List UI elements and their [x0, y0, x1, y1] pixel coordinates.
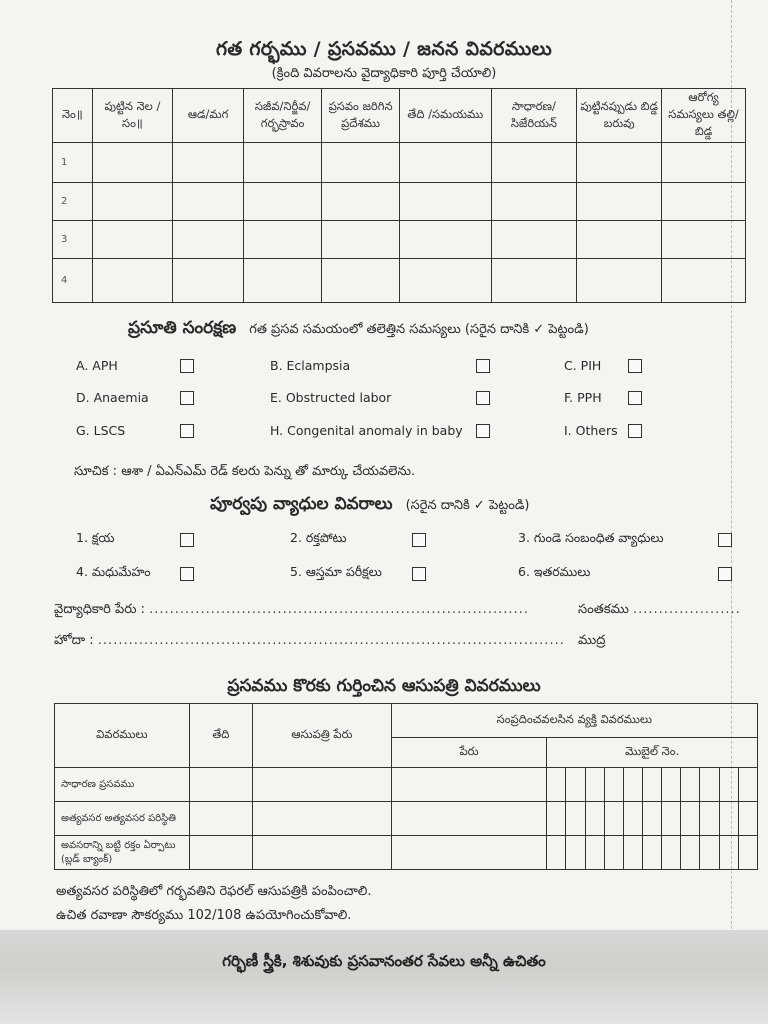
checkbox-anaemia[interactable]	[76, 390, 194, 405]
header-cell: పుట్టినప్పుడు బిడ్డ బరువు	[577, 89, 662, 143]
signature-line[interactable]	[578, 602, 741, 620]
checkbox[interactable]	[628, 424, 642, 438]
header-cell: సజీవ/నిర్జీవ/ గర్భస్రావం	[244, 89, 322, 143]
page-subtitle: (క్రింది వివరాలను వైద్యాధికారి పూర్తి చేయాలి)	[271, 66, 497, 81]
table-header-row	[53, 89, 746, 143]
care-section-heading	[128, 318, 589, 342]
disease-section-note: (సరైన దానికి ✓ పెట్టండి)	[405, 498, 530, 513]
disease-section-heading	[210, 494, 530, 518]
table-row	[53, 221, 746, 259]
checkbox-label: B. Eclampsia	[270, 358, 351, 373]
header-cell: ఆడ/మగ	[173, 89, 244, 143]
checkbox[interactable]	[628, 391, 642, 405]
care-remark: సూచిక : ఆశా / ఏఎన్ఎమ్ రెడ్ కలరు పెన్ను తో మార్కు చేయవలెను.	[74, 464, 416, 479]
checkbox-pph[interactable]	[564, 390, 642, 405]
table-row	[55, 802, 758, 836]
pregnancy-history-table	[52, 88, 746, 303]
checkbox-label: 3. గుండె సంబంధిత వ్యాధులు	[518, 530, 664, 545]
checkbox[interactable]	[180, 424, 194, 438]
checkbox[interactable]	[476, 359, 490, 373]
signature-dots: .....................	[633, 602, 741, 617]
header-cell: ప్రసవం జరిగిన ప్రదేశము	[322, 89, 400, 143]
row-label: అవసరాన్ని బట్టి రక్తం ఏర్పాటు (బ్లడ్ బ్యాంక్)	[55, 836, 190, 870]
checkbox-aph[interactable]	[76, 358, 194, 373]
checkbox[interactable]	[718, 567, 732, 581]
checkbox-label: 6. ఇతరములు	[518, 564, 591, 579]
checkbox[interactable]	[180, 391, 194, 405]
page-title: గత గర్భము / ప్రసవము / జనన వివరములు	[215, 38, 553, 60]
checkbox-lscs[interactable]	[76, 423, 194, 438]
doctor-name-label: వైద్యాధికారి పేరు :	[54, 602, 145, 617]
checkbox[interactable]	[180, 359, 194, 373]
header-cell: పేరు	[391, 738, 547, 768]
note-line: అత్యవసర పరిస్థితిలో గర్భవతిని రెఫరల్ ఆసుపత్రికి పంపించాలి.	[56, 884, 372, 899]
table-row	[53, 183, 746, 221]
checkbox-pih[interactable]	[564, 358, 642, 373]
checkbox-eclampsia[interactable]	[270, 358, 490, 373]
header-cell: సాధారణ/ సిజేరియన్	[491, 89, 577, 143]
checkbox-diabetes[interactable]	[76, 564, 194, 583]
checkbox[interactable]	[180, 533, 194, 547]
checkbox-others[interactable]	[564, 423, 642, 438]
checkbox-label: D. Anaemia	[76, 390, 149, 405]
checkbox-bp[interactable]	[290, 530, 426, 549]
checkbox-label: I. Others	[564, 423, 618, 438]
checkbox-label: A. APH	[76, 358, 118, 373]
checkbox-label: 5. ఆస్తమా పరీక్షలు	[290, 564, 382, 579]
row-number: 4	[53, 259, 93, 303]
checkbox-obstructed-labor[interactable]	[270, 390, 490, 405]
header-cell: పుట్టిన నెల / సం॥	[92, 89, 173, 143]
checkbox-label: 2. రక్తపోటు	[290, 530, 347, 545]
checkbox-label: G. LSCS	[76, 423, 126, 438]
doctor-name-dots: ..........................................................................	[149, 602, 529, 617]
checkbox-label: 4. మధుమేహం	[76, 564, 151, 579]
header-cell: తేది /సమయము	[399, 89, 491, 143]
checkbox-asthma[interactable]	[290, 564, 426, 583]
header-cell: వివరములు	[55, 704, 190, 768]
checkbox-other-diseases[interactable]	[518, 564, 732, 583]
header-cell: ఆసుపత్రి పేరు	[253, 704, 391, 768]
care-section-note: గత ప్రసవ సమయంలో తలెత్తిన సమస్యలు (సరైన దానికి ✓ పెట్టండి)	[249, 322, 589, 337]
hospital-table	[54, 703, 758, 870]
checkbox[interactable]	[476, 391, 490, 405]
footer-band	[0, 930, 768, 1024]
checkbox-label: E. Obstructed labor	[270, 390, 392, 405]
row-number: 3	[53, 221, 93, 259]
row-label: అత్యవసర అత్యవసర పరిస్థితి	[55, 802, 190, 836]
checkbox-congenital-anomaly[interactable]	[270, 423, 490, 438]
hospital-section-title: ప్రసవము కొరకు గుర్తించిన ఆసుపత్రి వివరములు	[227, 676, 541, 696]
checkbox-label: H. Congenital anomaly in baby	[270, 423, 463, 438]
checkbox[interactable]	[412, 567, 426, 581]
row-number: 2	[53, 183, 93, 221]
table-row	[55, 768, 758, 802]
checkbox[interactable]	[412, 533, 426, 547]
checkbox[interactable]	[628, 359, 642, 373]
checkbox[interactable]	[476, 424, 490, 438]
header-cell: మొబైల్ నెం.	[547, 738, 758, 768]
stamp-label: ముద్ర	[578, 633, 606, 648]
table-row	[53, 259, 746, 303]
header-cell: నెం॥	[53, 89, 93, 143]
table-row	[55, 836, 758, 870]
designation-line[interactable]	[54, 633, 565, 651]
row-number: 1	[53, 143, 93, 183]
checkbox[interactable]	[180, 567, 194, 581]
row-label: సాధారణ ప్రసవము	[55, 768, 190, 802]
checkbox[interactable]	[718, 533, 732, 547]
header-cell: తేది	[189, 704, 253, 768]
checkbox-label: C. PIH	[564, 358, 602, 373]
designation-dots: ...........................................................................................	[97, 633, 565, 648]
designation-label: హోదా :	[54, 633, 94, 648]
header-cell: సంప్రదించవలసిన వ్యక్తి వివరములు	[391, 704, 757, 738]
care-section-title: ప్రసూతి సంరక్షణ	[128, 318, 237, 338]
table-row	[53, 143, 746, 183]
header-cell: ఆరోగ్య సమస్యలు తల్లి/బిడ్డ	[662, 89, 746, 143]
checkbox-tb[interactable]	[76, 530, 194, 549]
checkbox-label: F. PPH	[564, 390, 602, 405]
signature-label: సంతకము	[578, 602, 629, 617]
doctor-name-line[interactable]	[54, 602, 529, 620]
disease-section-title: పూర్వపు వ్యాధుల వివరాలు	[210, 494, 393, 514]
footer-text: గర్భిణీ స్త్రీకి, శిశువుకు ప్రసవానంతర సేవలు అన్నీ ఉచితం	[222, 952, 546, 970]
note-line: ఉచిత రవాణా సౌకర్యము 102/108 ఉపయోగించుకోవాలి.	[56, 908, 352, 923]
checkbox-label: 1. క్షయ	[76, 530, 115, 545]
checkbox-heart[interactable]	[518, 530, 732, 549]
